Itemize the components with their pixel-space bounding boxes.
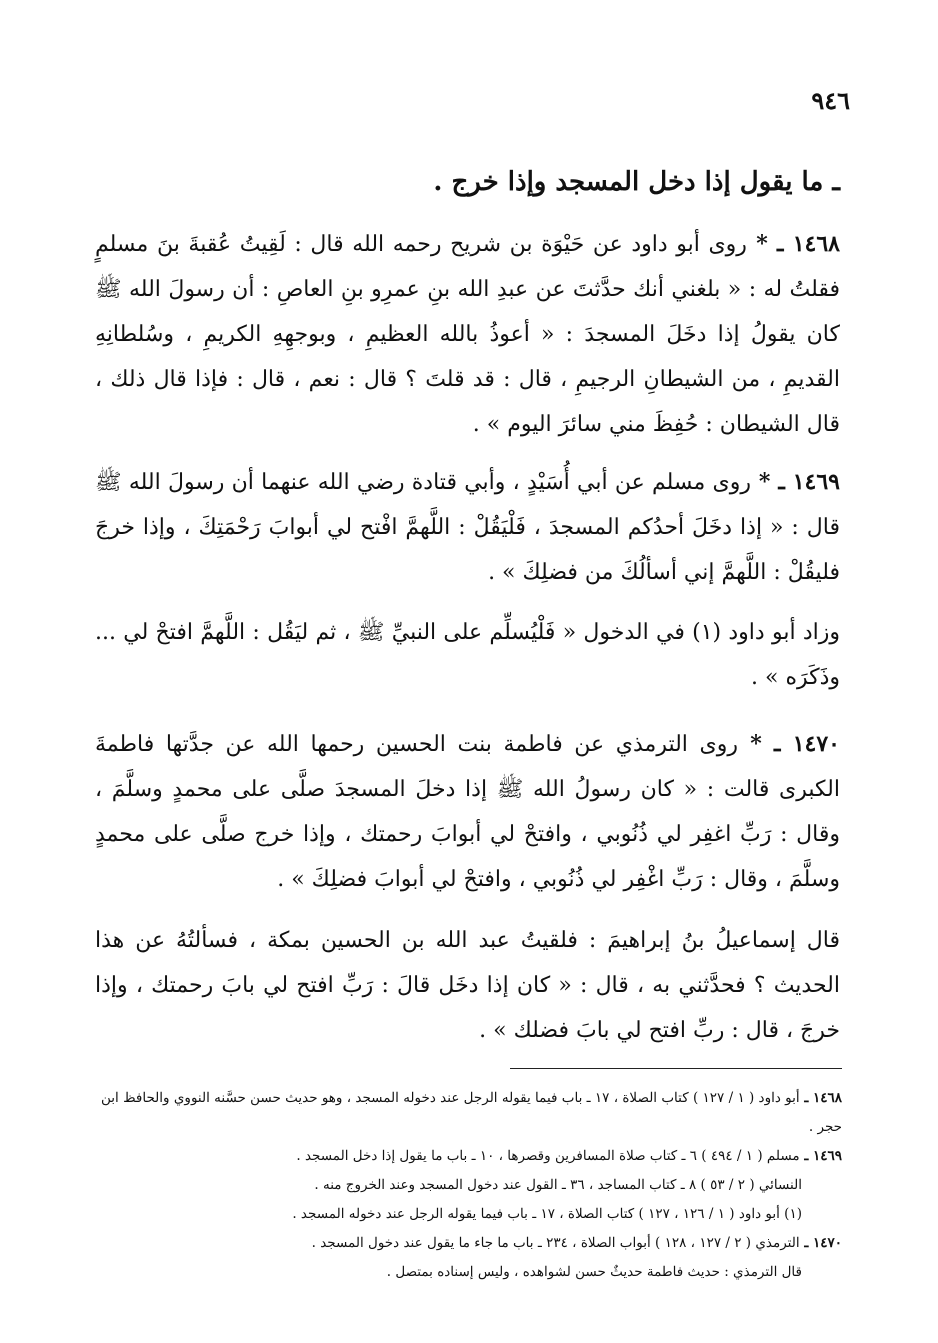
page-number: ٩٤٦ — [811, 86, 850, 115]
footnote-text: مسلم ( ١ / ٤٩٤ ) ٦ ـ كتاب صلاة المسافرين وقصرها ، ١٠ ـ باب ما يقول إذا دخل المسجد . — [296, 1148, 800, 1164]
footnotes — [92, 1084, 842, 1287]
footnote-1470 — [92, 1229, 842, 1258]
footnote-number: ١٤٧٠ ـ — [799, 1235, 842, 1251]
footnote-text: (١) أبو داود ( ١ / ١٢٦ ، ١٢٧ ) كتاب الصلاة ، ١٧ ـ باب فيما يقوله الرجل عند دخوله المسجد . — [292, 1206, 802, 1222]
footnote-number: ١٤٦٨ ـ — [799, 1090, 842, 1106]
footnote-number: ١٤٦٩ ـ — [799, 1148, 842, 1164]
hadith-1470-addition — [95, 918, 840, 1053]
footnote-divider — [510, 1068, 842, 1069]
footnote-text: النسائي ( ٢ / ٥٣ ) ٨ ـ كتاب المساجد ، ٣٦ ـ القول عند دخول المسجد وعند الخروج منه . — [314, 1177, 802, 1193]
hadith-1468 — [95, 222, 840, 447]
hadith-1470 — [95, 722, 840, 902]
hadith-text: روى مسلم عن أبي أُسَيْدٍ ، وأبي قتادة رضي الله عنهما أن رسولَ الله ﷺ قال : « إذا دخَلَ أحدُكم المسجدَ ، فَلْيَقُلْ : اللَّهمَّ افْتح لي أبوابَ رَحْمَتِكَ ، وإذا خرجَ فليقُلْ : اللَّهمَّ إني أسألُكَ من فضلِكَ » . — [95, 470, 840, 585]
footnote-1470-tirmidhi-grade — [92, 1258, 842, 1287]
hadith-number: ١٤٦٩ ـ * — [751, 469, 840, 495]
hadith-1469-addition — [95, 610, 840, 700]
hadith-text: قال إسماعيلُ بنُ إبراهيمَ : فلقيتُ عبد الله بن الحسين بمكة ، فسألتُهُ عن هذا الحديث ؟ فحدَّثني به ، قال : « كان إذا دخَل قالَ : رَبِّ افتح لي بابَ رحمتك ، وإذا خرجَ ، قال : ربِّ افتح لي بابَ فضلك » . — [95, 928, 840, 1043]
footnote-text: أبو داود ( ١ / ١٢٧ ) كتاب الصلاة ، ١٧ ـ باب فيما يقوله الرجل عند دخوله المسجد ، وهو حديث حسن حسَّنه النووي والحافظ ابن حجر . — [101, 1090, 842, 1135]
footnote-1469 — [92, 1142, 842, 1171]
hadith-number: ١٤٧٠ ـ * — [738, 731, 840, 757]
section-heading: ـ ما يقول إذا دخل المسجد وإذا خرج . — [433, 167, 840, 197]
hadith-number: ١٤٦٨ ـ * — [746, 231, 840, 257]
hadith-text: روى الترمذي عن فاطمة بنت الحسين رحمها الله عن جدَّتها فاطمةَ الكبرى قالت : « كان رسولُ الله ﷺ إذا دخلَ المسجدَ صلَّى على محمدٍ وسلَّمَ ، وقال : رَبِّ اغفِر لي ذُنُوبي ، وافتحْ لي أبوابَ رحمتك ، وإذا خرج صلَّى على محمدٍ وسلَّمَ ، وقال : رَبِّ اغْفِر لي ذُنُوبي ، وافتحْ لي أبوابَ فضلِكَ » . — [95, 732, 840, 892]
footnote-text: قال الترمذي : حديث فاطمة حديثٌ حسن لشواهده ، وليس إسناده بمتصل . — [386, 1264, 802, 1280]
hadith-1469 — [95, 460, 840, 595]
footnote-ref-1 — [92, 1200, 842, 1229]
footnote-1468 — [92, 1084, 842, 1142]
footnote-text: الترمذي ( ٢ / ١٢٧ ، ١٢٨ ) أبواب الصلاة ، ٢٣٤ ـ باب ما جاء ما يقول عند دخول المسجد . — [311, 1235, 800, 1251]
hadith-text: روى أبو داود عن حَيْوَة بن شريح رحمه الله قال : لَقِيتُ عُقبةَ بنَ مسلمٍ فقلتُ له : « بلغني أنك حدَّثتَ عن عبدِ الله بنِ عمرِو بنِ العاصِ : أن رسولَ الله ﷺ كان يقولُ إذا دخَلَ المسجدَ : « أعوذُ بالله العظيمِ ، وبوجهِهِ الكريمِ ، وسُلطانِهِ القديمِ ، من الشيطانِ الرجيمِ ، قال : قد قلتَ ؟ قال : نعم ، قال : فإذا قال ذلك ، قال الشيطان : حُفِظَ مني سائرَ اليوم » . — [95, 232, 840, 437]
hadith-text: وزاد أبو داود (١) في الدخول « فَلْيُسلِّم على النبيِّ ﷺ ، ثم ليَقُل : اللَّهمَّ افتحْ لي ... وذَكَرَه » . — [95, 620, 840, 690]
footnote-1469-nasai — [92, 1171, 842, 1200]
